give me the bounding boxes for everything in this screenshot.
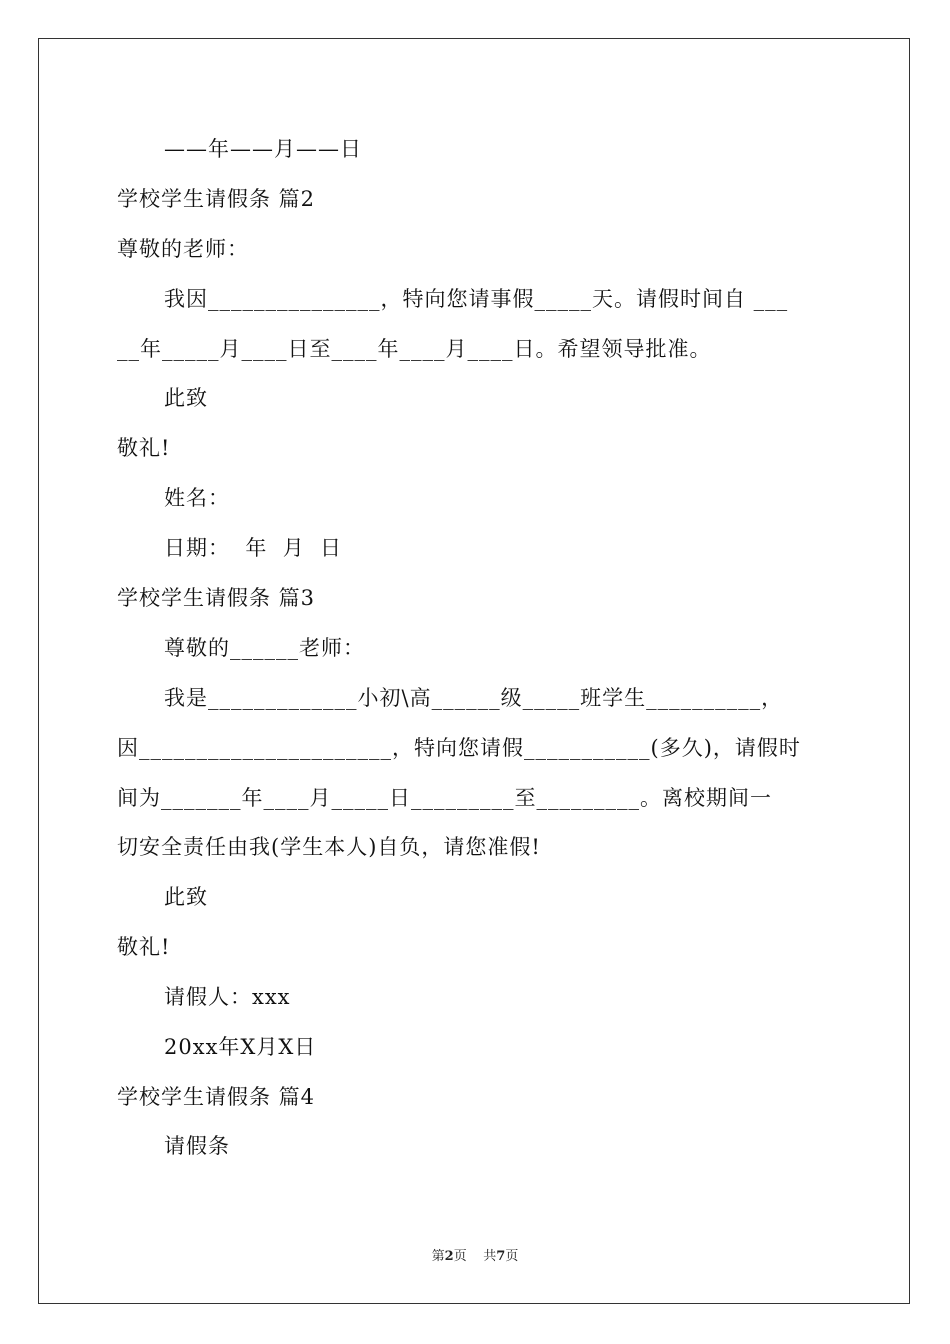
leave-note-title: 请假条 (164, 1134, 230, 1158)
section-heading-3: 学校学生请假条 篇3 (117, 586, 316, 610)
body-paragraph-line: 间为_______年____月_____日_________至_________。离校期间一 (117, 786, 772, 810)
closing-salute: 敬礼! (117, 436, 171, 460)
date-field: 20xx年X月X日 (164, 1035, 317, 1059)
section-heading-2: 学校学生请假条 篇2 (117, 187, 316, 211)
closing-line: 此致 (164, 885, 208, 909)
total-prefix: 共 (483, 1249, 497, 1264)
total-suffix: 页 (505, 1249, 519, 1264)
closing-salute: 敬礼! (117, 935, 171, 959)
salutation: 尊敬的老师： (117, 237, 249, 261)
page-suffix: 页 (453, 1249, 467, 1264)
page-total: 7 (496, 1249, 506, 1264)
body-paragraph-line: __年_____月____日至____年____月____日。希望领导批准。 (117, 337, 712, 361)
closing-line: 此致 (164, 386, 208, 410)
page-current: 2 (444, 1249, 454, 1264)
body-paragraph-line: 因______________________，特向您请假___________(多久)，请假时 (117, 736, 801, 760)
name-field: 姓名： (164, 486, 230, 510)
page-border (38, 38, 910, 1304)
body-paragraph-line: 我因_______________，特向您请事假_____天。请假时间自 ___ (164, 287, 789, 311)
date-field: 日期： 年 月 日 (164, 536, 343, 560)
section-heading-4: 学校学生请假条 篇4 (117, 1085, 316, 1109)
body-paragraph-line: 切安全责任由我(学生本人)自负，请您准假! (117, 835, 541, 859)
body-paragraph-line: 我是_____________小初\高______级_____班学生__________， (164, 686, 784, 710)
salutation: 尊敬的______老师： (164, 636, 365, 660)
page-prefix: 第 (431, 1249, 445, 1264)
date-blank-line: ——年——月——日 (164, 137, 362, 161)
applicant-field: 请假人：xxx (164, 985, 291, 1009)
page-footer (0, 1248, 950, 1266)
